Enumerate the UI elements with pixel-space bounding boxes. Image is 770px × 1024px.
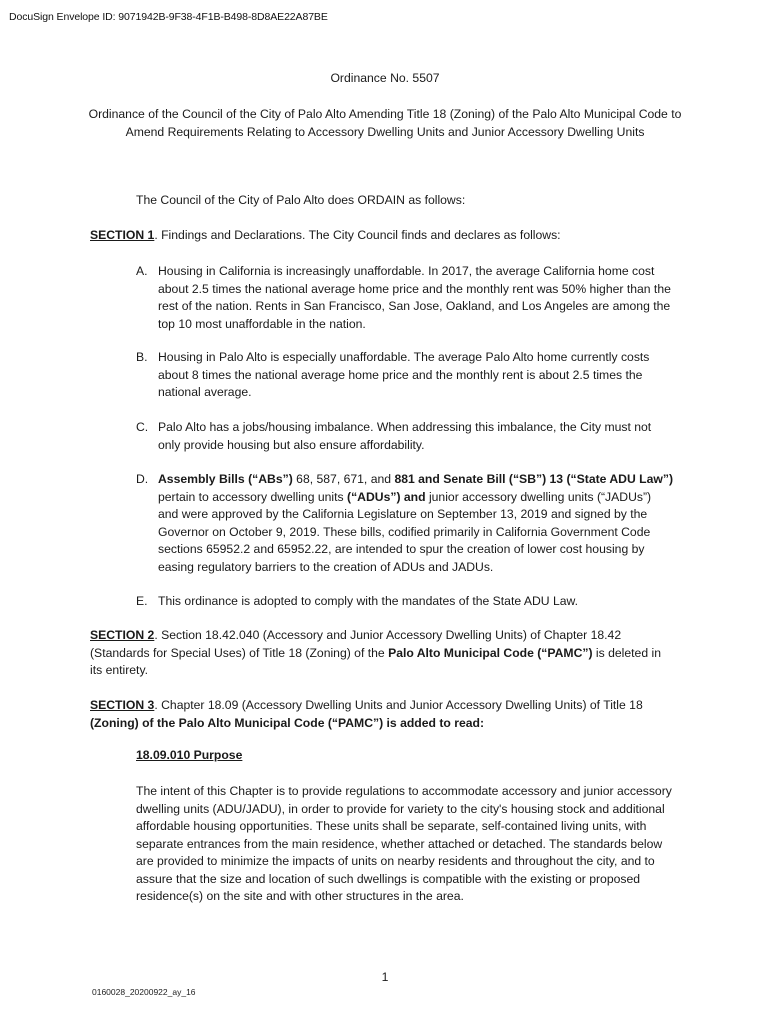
item-letter: D. (136, 472, 149, 486)
item-text: Palo Alto has a jobs/housing imbalance. When addressing this imbalance, the City must not only provide housing but also ensure affordability. (158, 420, 652, 452)
section-1-text: . Findings and Declarations. The City Council finds and declares as follows: (154, 228, 561, 242)
text-bold: 881 and Senate Bill (“SB”) 13 (“State ADU Law”) (394, 472, 674, 486)
document-code: 0160028_20200922_ay_16 (92, 987, 196, 997)
section-2 (90, 627, 675, 680)
section-3 (90, 697, 675, 732)
section-2-text: . Section 18.42.040 (Accessory and Junior Accessory Dwelling Units) of Chapter 18.42 (Standards for Special Uses) of Title 18 (Zoning) of the (90, 628, 622, 660)
item-letter: B. (136, 350, 148, 364)
text-regular: junior accessory dwelling units (“JADUs”) and were approved by the California Legislature on September 13, 2019 and signed by the Governor on October 9, 2019. These bills, codified primarily in California Government Code sections 65952.2 and 65952.22, are intended to spur the creation of lower cost housing by easing regulatory barriers to the creation of ADUs and JADUs. (158, 489, 652, 574)
item-letter: C. (136, 420, 149, 434)
item-text: Housing in California is increasingly unaffordable. In 2017, the average California home cost about 2.5 times the national average home price and the monthly rent was 50% higher than the rest of the nation. Rents in San Francisco, San Jose, Oakland, and Los Angeles are among the top 10 most unaffordable in the nation. (158, 264, 671, 331)
enacting-clause: The Council of the City of Palo Alto does ORDAIN as follows: (136, 193, 466, 207)
text-bold: (“ADUs”) and (347, 489, 426, 504)
docusign-envelope-id: DocuSign Envelope ID: 9071942B-9F38-4F1B-B498-8D8AE22A87BE (9, 11, 328, 23)
section-3-label: SECTION 3 (90, 698, 155, 712)
section-2-bold-text: Palo Alto Municipal Code (“PAMC”) (388, 645, 593, 660)
item-letter: A. (136, 264, 148, 278)
section-3-bold-text: (Zoning) of the Palo Alto Municipal Code (“PAMC”) is added to read: (90, 715, 485, 730)
item-text (158, 471, 673, 576)
purpose-text: The intent of this Chapter is to provide regulations to accommodate accessory and junior accessory dwelling units (ADU/JADU), in order to provide for variety to the city's housing stock and additional affordable housing opportunities. These units shall be separate, self-contained living units, with separate entrances from the main residence, whether attached or detached. The standards below are provided to minimize the impacts of units on nearby residents and throughout the city, and to assure that the size and location of such dwellings is compatible with the existing or proposed residence(s) on the site and with other structures in the area. (136, 784, 672, 903)
ordinance-number: Ordinance No. 5507 (330, 71, 440, 85)
page-number: 1 (381, 970, 389, 984)
purpose-heading: 18.09.010 Purpose (136, 748, 243, 762)
item-letter: E. (136, 594, 148, 608)
ordinance-title: Ordinance of the Council of the City of Palo Alto Amending Title 18 (Zoning) of the Palo Alto Municipal Code to Amend Requirements Relating to Accessory Dwelling Units and Junior Accessory Dwelling Units (88, 107, 682, 139)
text-bold: Assembly Bills (“ABs”) (158, 472, 293, 486)
section-1-heading (90, 228, 561, 242)
item-text: This ordinance is adopted to comply with the mandates of the State ADU Law. (158, 594, 579, 608)
text-regular: pertain to accessory dwelling units (158, 489, 348, 504)
section-2-label: SECTION 2 (90, 628, 155, 642)
text-regular: 68, 587, 671, and (292, 472, 395, 486)
section-3-text: . Chapter 18.09 (Accessory Dwelling Units and Junior Accessory Dwelling Units) of Title 18 (154, 698, 643, 712)
section-2-text-end: is deleted in its entirety. (90, 645, 661, 677)
section-1-label: SECTION 1 (90, 228, 155, 242)
item-text: Housing in Palo Alto is especially unaffordable. The average Palo Alto home currently costs about 8 times the national average home price and the monthly rent is about 2.5 times the national average. (158, 350, 650, 399)
